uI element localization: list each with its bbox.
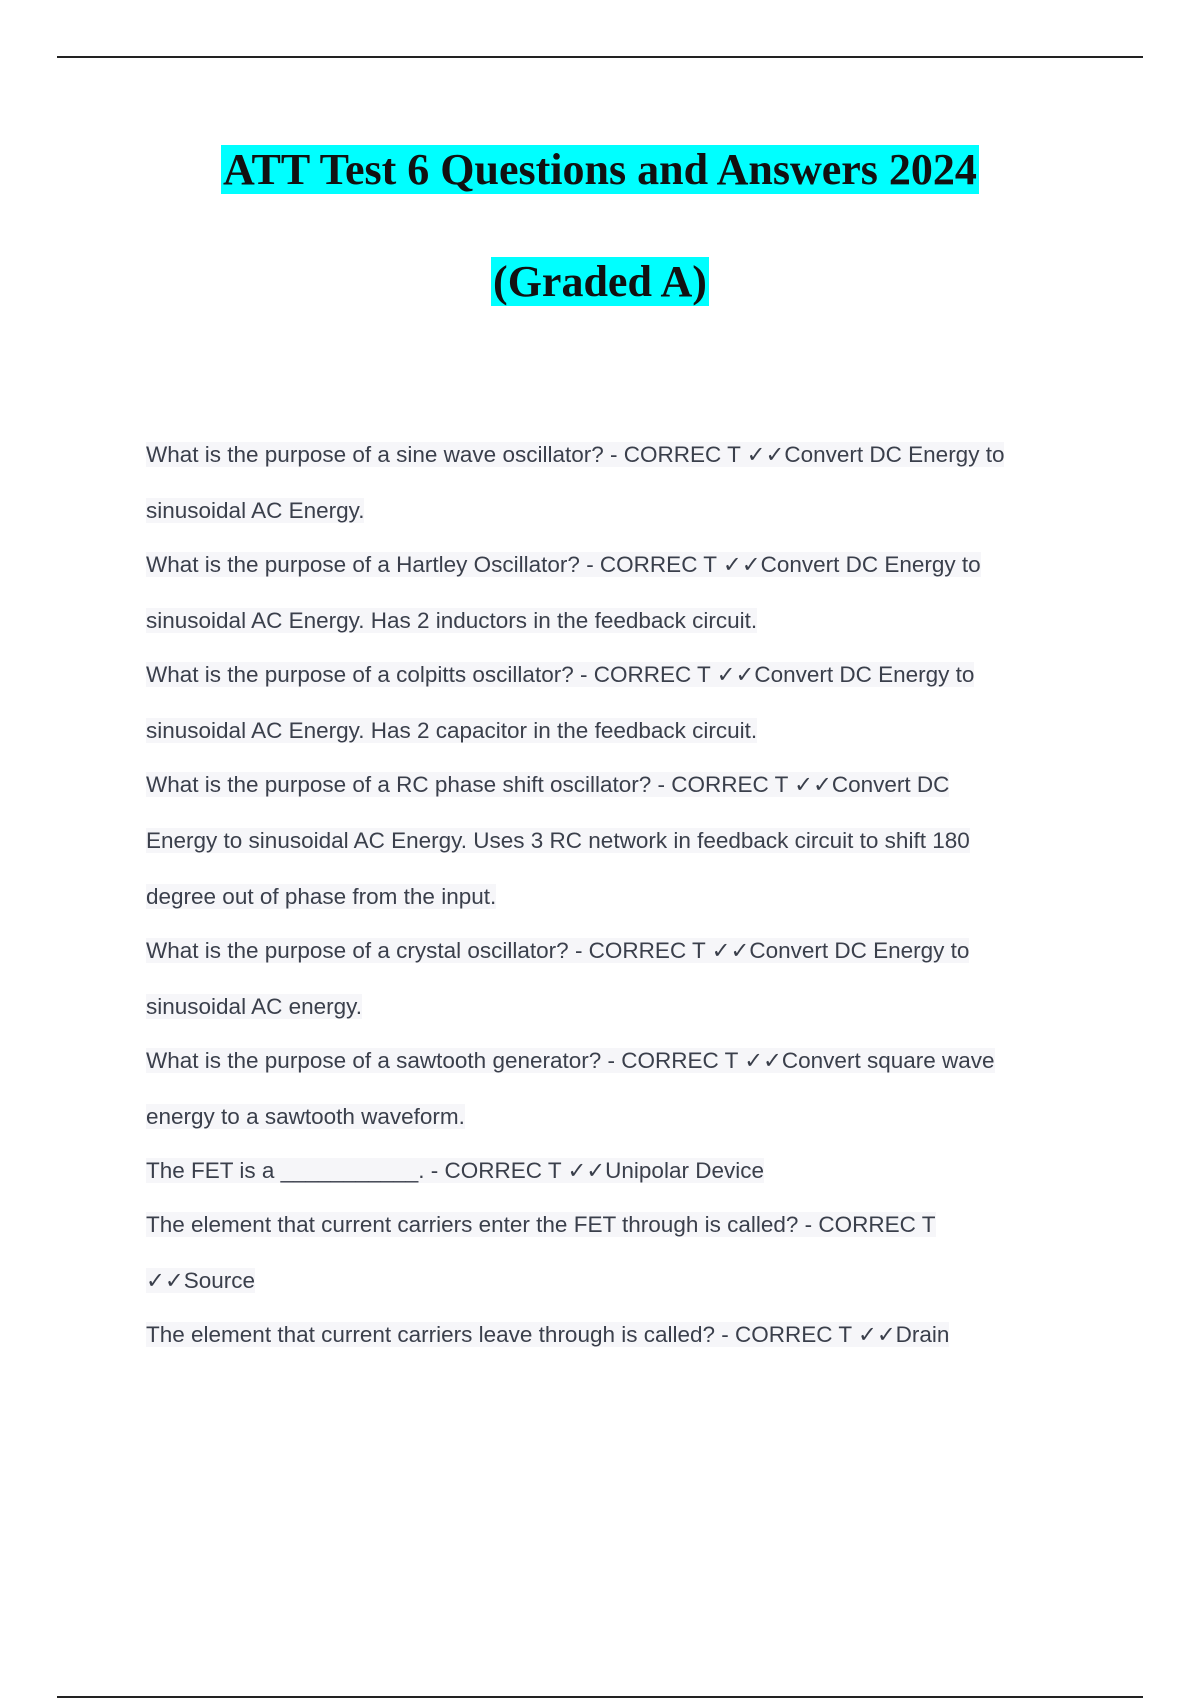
qa-line (146, 496, 1106, 526)
bottom-rule (57, 1696, 1143, 1698)
qa-line-text: What is the purpose of a colpitts oscillator? - CORREC T ✓✓Convert DC Energy to (146, 662, 975, 687)
qa-line (146, 1046, 1106, 1076)
qa-line-text: degree out of phase from the input. (146, 884, 497, 909)
qa-line-text: sinusoidal AC energy. (146, 994, 362, 1019)
qa-item (146, 660, 1106, 746)
qa-line (146, 606, 1106, 636)
qa-line (146, 1266, 1106, 1296)
qa-line-text: energy to a sawtooth waveform. (146, 1104, 465, 1129)
document-title (0, 142, 1200, 366)
qa-line (146, 770, 1106, 800)
qa-line (146, 1320, 1106, 1350)
qa-line (146, 1210, 1106, 1240)
qa-line (146, 936, 1106, 966)
qa-item (146, 1156, 1106, 1186)
qa-item (146, 770, 1106, 912)
qa-item (146, 1210, 1106, 1296)
qa-line-text: ✓✓Source (146, 1268, 255, 1293)
qa-line-text: sinusoidal AC Energy. Has 2 inductors in the feedback circuit. (146, 608, 758, 633)
qa-line-text: What is the purpose of a sawtooth generator? - CORREC T ✓✓Convert square wave (146, 1048, 995, 1073)
qa-list (146, 440, 1106, 1374)
qa-line (146, 826, 1106, 856)
qa-line-text: The FET is a ___________. - CORREC T ✓✓Unipolar Device (146, 1158, 764, 1183)
qa-line-text: sinusoidal AC Energy. Has 2 capacitor in the feedback circuit. (146, 718, 758, 743)
qa-item (146, 936, 1106, 1022)
qa-line (146, 882, 1106, 912)
qa-line-text: What is the purpose of a sine wave oscillator? - CORREC T ✓✓Convert DC Energy to (146, 442, 1005, 467)
qa-line-text: What is the purpose of a crystal oscillator? - CORREC T ✓✓Convert DC Energy to (146, 938, 970, 963)
qa-line (146, 440, 1106, 470)
qa-line (146, 1156, 1106, 1186)
qa-line-text: What is the purpose of a RC phase shift oscillator? - CORREC T ✓✓Convert DC (146, 772, 950, 797)
qa-line (146, 716, 1106, 746)
qa-line-text: The element that current carriers leave through is called? - CORREC T ✓✓Drain (146, 1322, 950, 1347)
qa-item (146, 1320, 1106, 1350)
qa-item (146, 440, 1106, 526)
qa-line (146, 992, 1106, 1022)
qa-line-text: sinusoidal AC Energy. (146, 498, 365, 523)
qa-line (146, 660, 1106, 690)
qa-item (146, 550, 1106, 636)
top-rule (57, 56, 1143, 58)
qa-line-text: The element that current carriers enter the FET through is called? - CORREC T (146, 1212, 936, 1237)
qa-item (146, 1046, 1106, 1132)
title-line-2: (Graded A) (493, 257, 707, 306)
qa-line-text: What is the purpose of a Hartley Oscillator? - CORREC T ✓✓Convert DC Energy to (146, 552, 981, 577)
qa-line (146, 1102, 1106, 1132)
title-line-1: ATT Test 6 Questions and Answers 2024 (223, 145, 977, 194)
qa-line (146, 550, 1106, 580)
qa-line-text: Energy to sinusoidal AC Energy. Uses 3 RC network in feedback circuit to shift 180 (146, 828, 970, 853)
